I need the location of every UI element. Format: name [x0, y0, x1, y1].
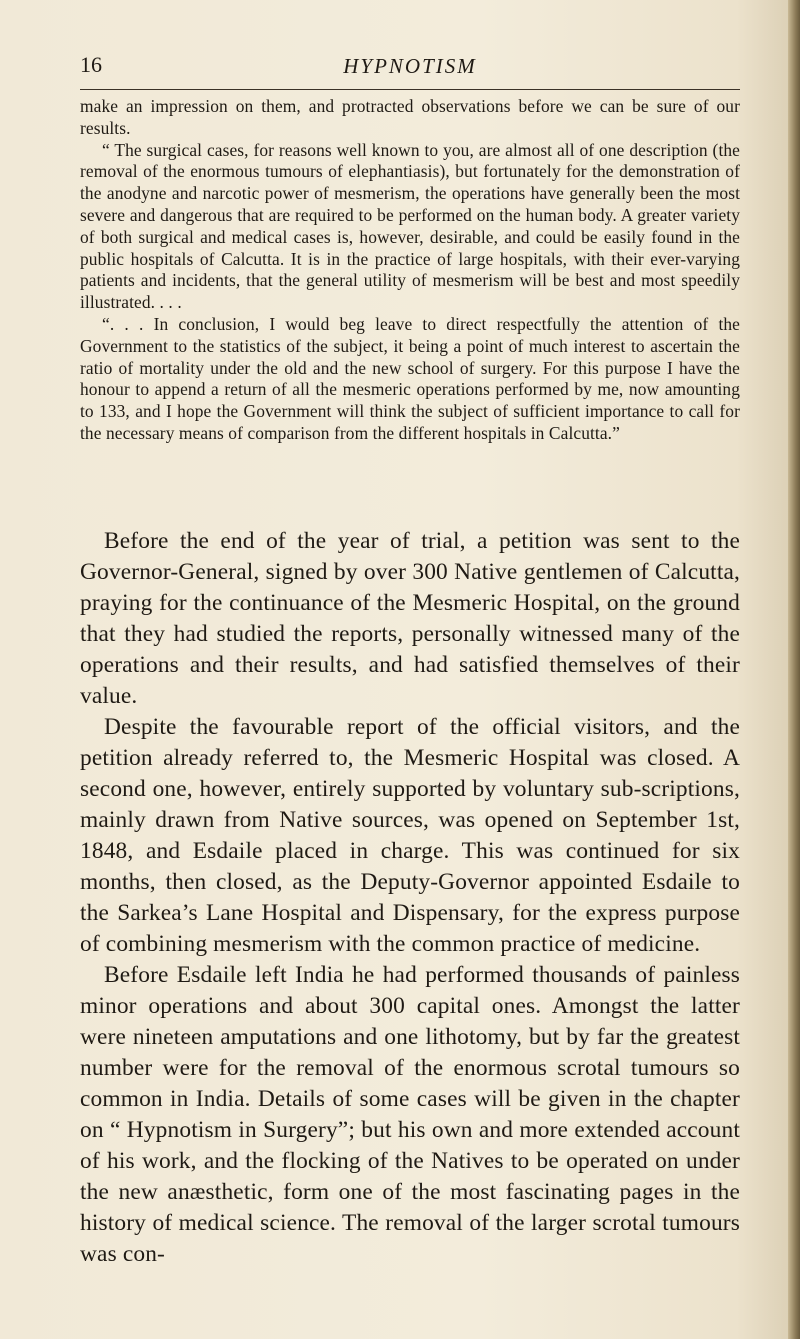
body-paragraph: Despite the favourable report of the official visitors, and the petition already referred to, the Mesmeric Hospital was closed. A second one, however, entirely supported by voluntary sub-scriptions, mainly drawn from Native sources, was opened on September 1st, 1848, and Esdaile placed in charge. This was continued for six months, then closed, as the Deputy-Governor appointed Esdaile to the Sarkea’s Lane Hospital and Dispensary, for the express purpose of combining mesmerism with the common practice of medicine.: [80, 714, 740, 957]
quote-paragraph: “ The surgical cases, for reasons well known to you, are almost all of one description (the removal of the enormous tumours of elephantiasis), but fortunately for the demonstration of the anodyne and narcotic power of mesmerism, the operations have generally been the most severe and dangerous that are required to be performed on the human body. A greater variety of both surgical and medical cases is, however, desirable, and could be easily found in the public hospitals of Calcutta. It is in the practice of large hospitals, with their ever-varying patients and incidents, that the general utility of mesmerism will be best and most speedily illustrated. . . .: [80, 139, 740, 313]
quote-paragraph: make an impression on them, and protracted observations before we can be sure of our results.: [80, 96, 740, 138]
header-rule: [80, 89, 740, 90]
running-title: HYPNOTISM: [343, 54, 477, 78]
body-text: [80, 526, 740, 1270]
quote-paragraph: “. . . In conclusion, I would beg leave to direct respectfully the attention of the Government to the statistics of the subject, it being a point of much interest to ascertain the ratio of mortality under the old and the new school of surgery. For this purpose I have the honour to append a return of all the mesmeric operations performed by me, now amounting to 133, and I hope the Government will think the subject of sufficient importance to call for the necessary means of comparison from the different hospitals in Calcutta.”: [80, 313, 740, 443]
body-paragraph: Before Esdaile left India he had performed thousands of painless minor operations and about 300 capital ones. Amongst the latter were nineteen amputations and one lithotomy, but by far the greatest number were for the removal of the enormous scrotal tumours so common in India. Details of some cases will be given in the chapter on “ Hypnotism in Surgery”; but his own and more extended account of his work, and the flocking of the Natives to be operated on under the new anæsthetic, form one of the most fascinating pages in the history of medical science. The removal of the larger scrotal tumours was con-: [80, 962, 740, 1267]
body-paragraph: Before the end of the year of trial, a petition was sent to the Governor-General, signed by over 300 Native gentlemen of Calcutta, praying for the continuance of the Mesmeric Hospital, on the ground that they had studied the reports, personally witnessed many of the operations and their results, and had satisfied themselves of their value.: [80, 528, 740, 709]
page-edge-shadow: [788, 0, 800, 1339]
page-header: [80, 52, 740, 92]
page-number: 16: [80, 52, 102, 77]
quoted-letter: [80, 96, 740, 445]
